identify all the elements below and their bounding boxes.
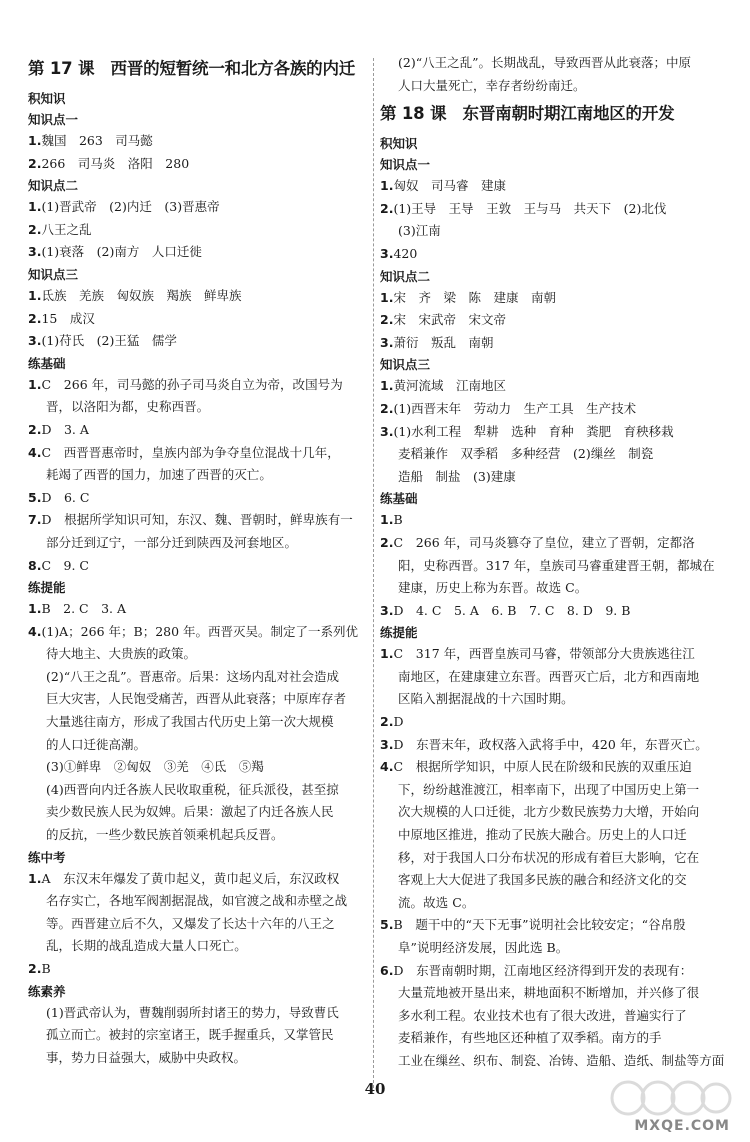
section-heading: 练提能 <box>380 625 418 641</box>
answer-text: 黄河流域 江南地区 <box>393 378 506 394</box>
answer-continuation: 中原地区推进，推动了民族大融合。历史上的人口迁 <box>398 827 687 843</box>
answer-line <box>28 219 368 242</box>
answer-continuation: (2)“八王之乱”。晋惠帝。后果：这场内乱对社会造成 <box>46 668 339 684</box>
answer-line <box>380 914 725 937</box>
answer-text: (1)王导 王导 王敦 王与马 共天下 (2)北伐 <box>393 200 667 216</box>
answer-text: C 根据所学知识，中原人民在阶级和民族的双重压迫 <box>393 759 692 775</box>
item-number: 4. <box>28 623 42 639</box>
answer-line <box>380 643 725 666</box>
answer-continuation: 下，纷纷越淮渡江，相率南下，出现了中国历史上第一 <box>398 781 700 797</box>
section-heading: 积知识 <box>380 136 418 152</box>
answer-continuation: 客观上大大促进了我国多民族的融合和经济文化的交 <box>398 872 687 888</box>
item-number: 5. <box>380 917 394 933</box>
answer-text: D 3. A <box>41 421 89 437</box>
item-number: 2. <box>380 312 394 328</box>
answer-line <box>380 332 725 355</box>
answer-continuation: 孤立而亡。被封的宗室诸王，既手握重兵，又掌管民 <box>46 1027 334 1043</box>
answer-line <box>28 196 368 219</box>
answer-text: 15 成汉 <box>41 310 95 326</box>
answer-text: B <box>41 961 51 976</box>
answer-line <box>28 555 368 578</box>
answer-continuation: 耗竭了西晋的国力，加速了西晋的灭亡。 <box>46 467 272 483</box>
answer-line <box>28 374 368 397</box>
answer-line <box>380 532 725 555</box>
item-number: 1. <box>28 601 42 617</box>
answer-line <box>380 509 725 532</box>
answer-text: 萧衍 叛乱 南朝 <box>393 334 494 350</box>
item-number: 8. <box>28 557 42 573</box>
answer-text: 八王之乱 <box>41 221 92 237</box>
answer-line <box>380 309 725 332</box>
answer-text: D 东晋末年，政权落入武将手中，420 年，东晋灭亡。 <box>393 736 708 752</box>
answer-text: 宋 宋武帝 宋文帝 <box>393 312 506 328</box>
answer-text: 宋 齐 梁 陈 建康 南朝 <box>393 289 556 305</box>
answer-line <box>28 487 368 510</box>
item-number: 1. <box>380 178 394 194</box>
answer-line <box>380 960 725 983</box>
answer-text: C 266 年，司马懿的孙子司马炎自立为帝，改国号为 <box>41 376 343 392</box>
section-heading: 知识点一 <box>380 157 431 173</box>
item-number: 1. <box>28 199 42 215</box>
answer-continuation: 建康，历史上称为东晋。故选 C。 <box>398 580 588 596</box>
item-number: 2. <box>28 421 42 437</box>
answer-text: D 6. C <box>41 489 90 505</box>
item-number: 2. <box>380 200 394 216</box>
section-heading: 知识点二 <box>380 268 431 284</box>
answer-continuation: (3)江南 <box>398 223 441 239</box>
item-number: 1. <box>380 646 394 662</box>
section-heading: 练提能 <box>28 580 66 596</box>
answer-continuation: 次大规模的人口迁徙，北方少数民族势力大增，开始向 <box>398 804 700 820</box>
answer-line <box>28 241 368 264</box>
section-heading: 积知识 <box>28 91 66 106</box>
answer-continuation: 巨大灾害，人民饱受痛苦，西晋从此衰落；中原库存者 <box>46 691 347 707</box>
answer-text: 266 司马炎 洛阳 280 <box>41 155 190 171</box>
answer-text: 匈奴 司马睿 建康 <box>393 178 506 194</box>
answer-continuation: 的反抗，一些少数民族首领乘机起兵反晋。 <box>46 827 284 843</box>
item-number: 3. <box>28 244 42 260</box>
watermark-text: MXQE.COM <box>634 1118 730 1134</box>
answer-continuation: 移，对于我国人口分布状况的形成有着巨大影响，它在 <box>398 849 700 865</box>
section-heading: 练素养 <box>28 983 66 999</box>
answer-text: 氐族 羌族 匈奴族 羯族 鲜卑族 <box>41 287 242 303</box>
item-number: 3. <box>380 334 394 350</box>
answer-continuation: 部分迁到辽宁，一部分迁到陕西及河套地区。 <box>46 534 298 550</box>
item-number: 1. <box>380 378 394 394</box>
answer-line <box>380 600 725 623</box>
answer-text: (1)A；266 年；B；280 年。西晋灭吴。制定了一系列优 <box>41 623 359 639</box>
answer-text: C 西晋晋惠帝时，皇族内部为争夺皇位混战十几年， <box>41 444 340 460</box>
section-heading: 知识点一 <box>28 112 79 127</box>
item-number: 7. <box>28 512 42 528</box>
item-number: 2. <box>28 310 42 326</box>
answer-continuation: (1)晋武帝认为，曹魏削弱所封诸王的势力，导致曹氏 <box>46 1004 339 1020</box>
answer-line <box>28 958 368 981</box>
answer-text: (1)水利工程 犁耕 选种 育种 粪肥 育秧移栽 <box>393 423 674 439</box>
answer-line <box>380 175 725 198</box>
item-number: 3. <box>380 423 394 439</box>
answer-continuation: 事，势力日益强大，威胁中央政权。 <box>46 1049 247 1065</box>
item-number: 1. <box>28 287 42 303</box>
answer-continuation: 大量逃往南方，形成了我国古代历史上第一次大规模 <box>46 714 334 730</box>
answer-continuation: 大量荒地被开垦出来，耕地面积不断增加，并兴修了很 <box>398 985 700 1001</box>
lesson-title: 第 18 课 东晋南朝时期江南地区的开发 <box>380 104 675 124</box>
answer-line <box>380 243 725 266</box>
section-heading: 知识点三 <box>380 357 431 373</box>
answer-continuation: 的人口迁徙高潮。 <box>46 736 147 752</box>
item-number: 2. <box>380 534 394 550</box>
left-column <box>28 52 368 1069</box>
item-number: 4. <box>380 759 394 775</box>
item-number: 1. <box>28 133 42 148</box>
section-heading: 练中考 <box>28 849 66 865</box>
answer-text: D 根据所学知识可知，东汉、魏、晋朝时，鲜卑族有一 <box>41 512 353 528</box>
item-number: 1. <box>380 512 394 528</box>
answer-continuation: 区陷入割据混战的十六国时期。 <box>398 691 574 707</box>
answer-continuation: 阜”说明经济发展，因此选 B。 <box>398 940 569 955</box>
section-heading: 练基础 <box>28 355 66 371</box>
answer-continuation: 卖少数民族人民为奴婢。后果：激起了内迁各族人民 <box>46 804 334 820</box>
answer-continuation: 工业在缫丝、织布、制瓷、冶铸、造船、造纸、制盐等方面 <box>398 1052 725 1068</box>
item-number: 5. <box>28 489 42 505</box>
item-number: 1. <box>28 376 42 392</box>
answer-text: C 317 年，西晋皇族司马睿，带领部分大贵族逃往江 <box>393 646 695 662</box>
answer-line <box>28 868 368 891</box>
answer-line <box>28 330 368 353</box>
item-number: 2. <box>380 714 394 730</box>
section-heading: 知识点三 <box>28 266 79 282</box>
answer-text: (1)苻氏 (2)王猛 儒学 <box>41 333 177 349</box>
answer-line <box>380 421 725 444</box>
item-number: 3. <box>380 602 394 618</box>
answer-continuation: 乱，长期的战乱造成大量人口死亡。 <box>46 938 247 954</box>
answer-text: B <box>393 512 403 528</box>
answer-line <box>28 598 368 621</box>
page-number: 40 <box>364 1080 386 1098</box>
answer-line <box>380 287 725 310</box>
answer-continuation: 等。西晋建立后不久，又爆发了长达十六年的八王之 <box>46 915 335 931</box>
item-number: 4. <box>28 444 42 460</box>
item-number: 2. <box>380 400 394 416</box>
item-number: 3. <box>380 736 394 752</box>
answer-continuation: 流。故选 C。 <box>398 894 475 910</box>
item-number: 2. <box>28 961 42 976</box>
answer-continuation: (2)“八王之乱”。长期战乱，导致西晋从此衰落；中原 <box>398 55 691 70</box>
answer-continuation: 阳，史称西晋。317 年，皇族司马睿重建晋王朝，都城在 <box>398 557 715 573</box>
item-number: 6. <box>380 962 394 978</box>
answer-line <box>28 419 368 442</box>
answer-continuation: 麦稻兼作，有些地区还种植了双季稻。南方的手 <box>398 1030 662 1046</box>
item-number: 3. <box>380 245 394 261</box>
answer-line <box>380 375 725 398</box>
answer-line <box>28 153 368 176</box>
answer-continuation: 麦稻兼作 双季稻 多种经营 (2)缫丝 制瓷 <box>398 446 654 462</box>
answer-line <box>380 734 725 757</box>
answer-line <box>28 285 368 308</box>
answer-text: B 2. C 3. A <box>41 601 127 617</box>
answer-line <box>28 509 368 532</box>
answer-continuation: 人口大量死亡，幸存者纷纷南迁。 <box>398 77 586 93</box>
answer-continuation: (3)①鲜卑 ②匈奴 ③羌 ④氐 ⑤羯 <box>46 759 264 775</box>
answer-text: B 题干中的“天下无事”说明社会比较安定；“谷帛殷 <box>393 917 686 933</box>
answer-text: 魏国 263 司马懿 <box>41 133 153 148</box>
section-heading: 知识点二 <box>28 178 79 194</box>
answer-continuation: 名存实亡，各地军阀割据混战，如官渡之战和赤壁之战 <box>46 893 348 909</box>
answer-line <box>28 442 368 465</box>
item-number: 2. <box>28 221 42 237</box>
answer-continuation: 南地区，在建康建立东晋。西晋灭亡后，北方和西南地 <box>398 668 700 684</box>
item-number: 3. <box>28 333 42 349</box>
answer-text: D 东晋南朝时期，江南地区经济得到开发的表现有： <box>393 962 693 978</box>
column-divider <box>373 58 374 1088</box>
answer-text: (1)衰落 (2)南方 人口迁徙 <box>41 244 202 260</box>
answer-line <box>28 130 368 153</box>
answer-line <box>380 198 725 221</box>
answer-line <box>380 398 725 421</box>
right-column <box>380 52 725 1073</box>
answer-text: C 9. C <box>41 557 89 573</box>
answer-line <box>380 756 725 779</box>
answer-continuation: 晋，以洛阳为都，史称西晋。 <box>46 399 210 415</box>
item-number: 1. <box>28 870 42 886</box>
answer-text: (1)西晋末年 劳动力 生产工具 生产技术 <box>393 400 637 416</box>
answer-text: D 4. C 5. A 6. B 7. C 8. D 9. B <box>393 602 631 618</box>
answer-text: A 东汉末年爆发了黄巾起义，黄巾起义后，东汉政权 <box>41 870 340 886</box>
lesson-title: 第 17 课 西晋的短暂统一和北方各族的内迁 <box>28 59 356 78</box>
answer-line <box>380 711 725 734</box>
answer-continuation: (4)西晋向内迁各族人民收取重税，征兵派役，甚至掠 <box>46 781 339 797</box>
answer-text: C 266 年，司马炎篡夺了皇位，建立了晋朝，定都洛 <box>393 534 695 550</box>
answer-continuation: 造船 制盐 (3)建康 <box>398 468 516 484</box>
answer-text: (1)晋武帝 (2)内迁 (3)晋惠帝 <box>41 199 220 215</box>
answer-continuation: 多水利工程。农业技术也有了很大改进，普遍实行了 <box>398 1007 687 1023</box>
item-number: 1. <box>380 289 394 305</box>
answer-text: 420 <box>393 245 418 261</box>
answer-line <box>28 308 368 331</box>
section-heading: 练基础 <box>380 491 418 507</box>
answer-text: D <box>393 714 404 730</box>
answer-line <box>28 621 368 644</box>
answer-continuation: 待大地主、大贵族的政策。 <box>46 646 197 662</box>
item-number: 2. <box>28 155 42 171</box>
